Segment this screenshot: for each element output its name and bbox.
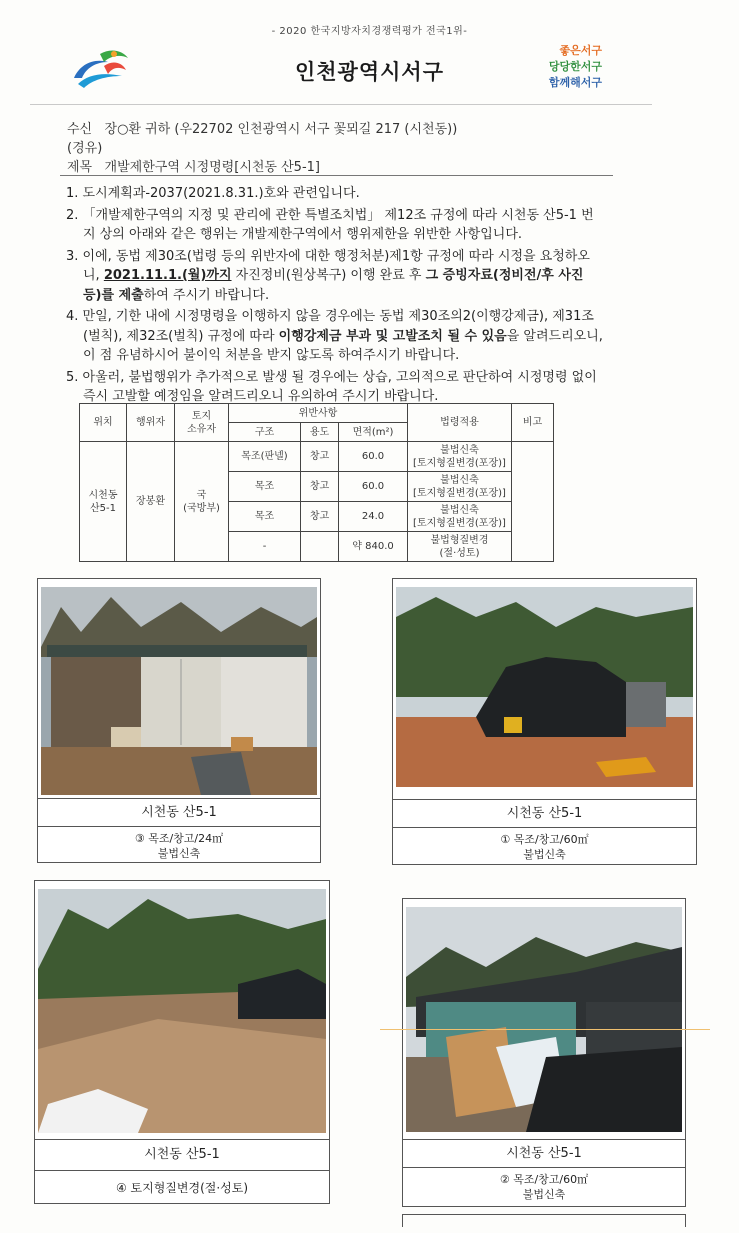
- owner-a: 국: [196, 489, 207, 501]
- photo-desc: ② 목조/창고/60㎡: [499, 1173, 589, 1186]
- paragraph-1: 1. 도시계획과-2037(2021.8.31.)호와 관련입니다.: [66, 186, 360, 201]
- cell-structure: 목조: [229, 502, 301, 532]
- p3-text-c: 하여 주시기 바랍니다.: [143, 287, 270, 303]
- paragraph-2: 2. 「개발제한구역의 지정 및 관리에 관한 특별조치법」 제12조 규정에 따라 시천동 산5-1 번지 상의 아래와 같은 행위는 개발제한구역에서 행위제한을 위반한 사항입니다.: [66, 207, 594, 242]
- law-a: 불법신축: [440, 504, 479, 516]
- paragraph-5: 5. 아울러, 불법행위가 추가적으로 발생 될 경우에는 상습, 고의적으로 판단하여 시정명령 없이 즉시 고발할 예정임을 알려드리오니 유의하여 주시기 바랍니다.: [66, 369, 597, 404]
- p4-penalty: 이행강제금 부과 및 고발조치 될 수 있음: [278, 328, 507, 344]
- cell-usage: 창고: [301, 502, 339, 532]
- warehouse-photo-2: [406, 907, 682, 1132]
- cell-law: [408, 442, 512, 472]
- cell-structure: 목조: [229, 472, 301, 502]
- cell-location: [80, 442, 127, 562]
- subject-label: 제목: [67, 160, 93, 175]
- photo-desc: ① 목조/창고/60㎡: [500, 833, 589, 846]
- law-a: 불법신축: [440, 474, 479, 486]
- law-b: (절·성토): [439, 547, 480, 559]
- header-owner: [175, 404, 229, 442]
- scan-mark-line: [380, 1029, 710, 1030]
- subject-divider: [60, 175, 613, 176]
- letter-body: [66, 184, 606, 409]
- cell-note: [512, 442, 554, 562]
- header-divider: [30, 104, 652, 105]
- law-a: 불법신축: [440, 444, 479, 456]
- law-b: [토지형질변경(포장)]: [413, 517, 506, 529]
- photo-card-3: [37, 578, 321, 863]
- cell-area: 60.0: [339, 472, 408, 502]
- header-location: 위치: [80, 404, 127, 442]
- landfill-photo-4: [38, 889, 326, 1133]
- header-structure: 구조: [229, 423, 301, 442]
- organization-name: 인천광역시서구: [294, 60, 444, 84]
- law-b: [토지형질변경(포장)]: [413, 487, 506, 499]
- photo-desc2: 불법신축: [523, 848, 566, 861]
- p4-text-c: 을 알려드리오니, 이 점 유념하시어 불이익 처분을 받지 않도록 하여주시기 바랍니다.: [83, 328, 603, 363]
- slogan: - 2020 한국지방자치경쟁력평가 전국1위-: [271, 26, 468, 37]
- deadline-date: 2021.11.1.(월)까지: [103, 268, 232, 283]
- subject-line: [67, 156, 320, 175]
- photo-card-4: [34, 880, 330, 1204]
- paragraph-3: [66, 247, 606, 306]
- next-page-frame: [402, 1214, 686, 1227]
- cell-usage: 창고: [301, 472, 339, 502]
- header-violation: 위반사항: [229, 404, 408, 423]
- table-row: [80, 442, 554, 472]
- header-note: 비고: [512, 404, 554, 442]
- brand-line-2: 당당한서구: [548, 60, 602, 73]
- cell-area: 약 840.0: [339, 532, 408, 562]
- photo-desc2: 불법신축: [522, 1188, 566, 1201]
- law-a: 불법형질변경: [430, 534, 489, 546]
- header-owner-a: 토지: [191, 410, 212, 422]
- header-law: 법령적용: [408, 404, 512, 442]
- photo-desc: ④ 토지형질변경(절·성토): [115, 1181, 249, 1195]
- via-line: (경유): [67, 141, 103, 156]
- photo-desc: ③ 목조/창고/24㎡: [134, 832, 224, 845]
- p4-text-a: 4. 만일, 기한 내에 시정명령을 이행하지 않을 경우에는 동법 제30조의2(이행강제금), 제31조(벌칙), 제32조(벌칙) 규정에 따라: [66, 309, 594, 344]
- photo-place: 시천동 산5-1: [393, 799, 696, 828]
- photo-card-2: [402, 898, 686, 1207]
- location-a: 시천동: [88, 489, 118, 501]
- subject: 개발제한구역 시정명령[시천동 산5-1]: [104, 160, 320, 175]
- cell-structure: -: [229, 532, 301, 562]
- p3-text-b: 자진정비(원상복구) 이행 완료 후: [231, 268, 426, 283]
- header-usage: 용도: [301, 423, 339, 442]
- brand-line-3: 함께해서구: [548, 76, 602, 89]
- recipient-line: [67, 118, 457, 137]
- owner-b: (국방부): [183, 502, 220, 514]
- cell-usage: 창고: [301, 442, 339, 472]
- paragraph-4: [66, 307, 606, 366]
- cell-law: [408, 472, 512, 502]
- cell-structure: 목조(판넬): [229, 442, 301, 472]
- recipient-label: 수신: [67, 122, 93, 137]
- photo-desc2: 불법신축: [157, 847, 201, 860]
- warehouse-photo-1: [396, 587, 693, 787]
- brand-line-1: 좋은서구: [559, 44, 602, 57]
- cell-owner: [175, 442, 229, 562]
- warehouse-photo-3: [41, 587, 317, 795]
- photo-place: 시천동 산5-1: [35, 1139, 329, 1171]
- cell-area: 60.0: [339, 442, 408, 472]
- photo-card-1: [392, 578, 697, 865]
- recipient: 장○환 귀하 (우22702 인천광역시 서구 꽃뫼길 217 (시천동)): [104, 122, 458, 137]
- p3-evidence: 그 증빙자료(정비전/후 사진 등)를 제출: [83, 268, 584, 303]
- cell-area: 24.0: [339, 502, 408, 532]
- cell-actor: 장봉환: [127, 442, 175, 562]
- violation-table: [79, 403, 554, 562]
- cell-law: [408, 532, 512, 562]
- header-actor: 행위자: [127, 404, 175, 442]
- law-b: [토지형질변경(포장)]: [413, 457, 506, 469]
- cell-usage: [301, 532, 339, 562]
- p3-text-a: 3. 이에, 동법 제30조(법령 등의 위반자에 대한 행정처분)제1항 규정에 따라 시정을 요청하오니,: [66, 248, 590, 283]
- photo-place: 시천동 산5-1: [38, 798, 320, 827]
- location-b: 산5-1: [90, 502, 116, 514]
- brand-slogan: [522, 43, 602, 91]
- photo-place: 시천동 산5-1: [403, 1139, 685, 1168]
- header-area: 면적(m²): [339, 423, 408, 442]
- cell-law: [408, 502, 512, 532]
- header-owner-b: 소유자: [187, 423, 216, 435]
